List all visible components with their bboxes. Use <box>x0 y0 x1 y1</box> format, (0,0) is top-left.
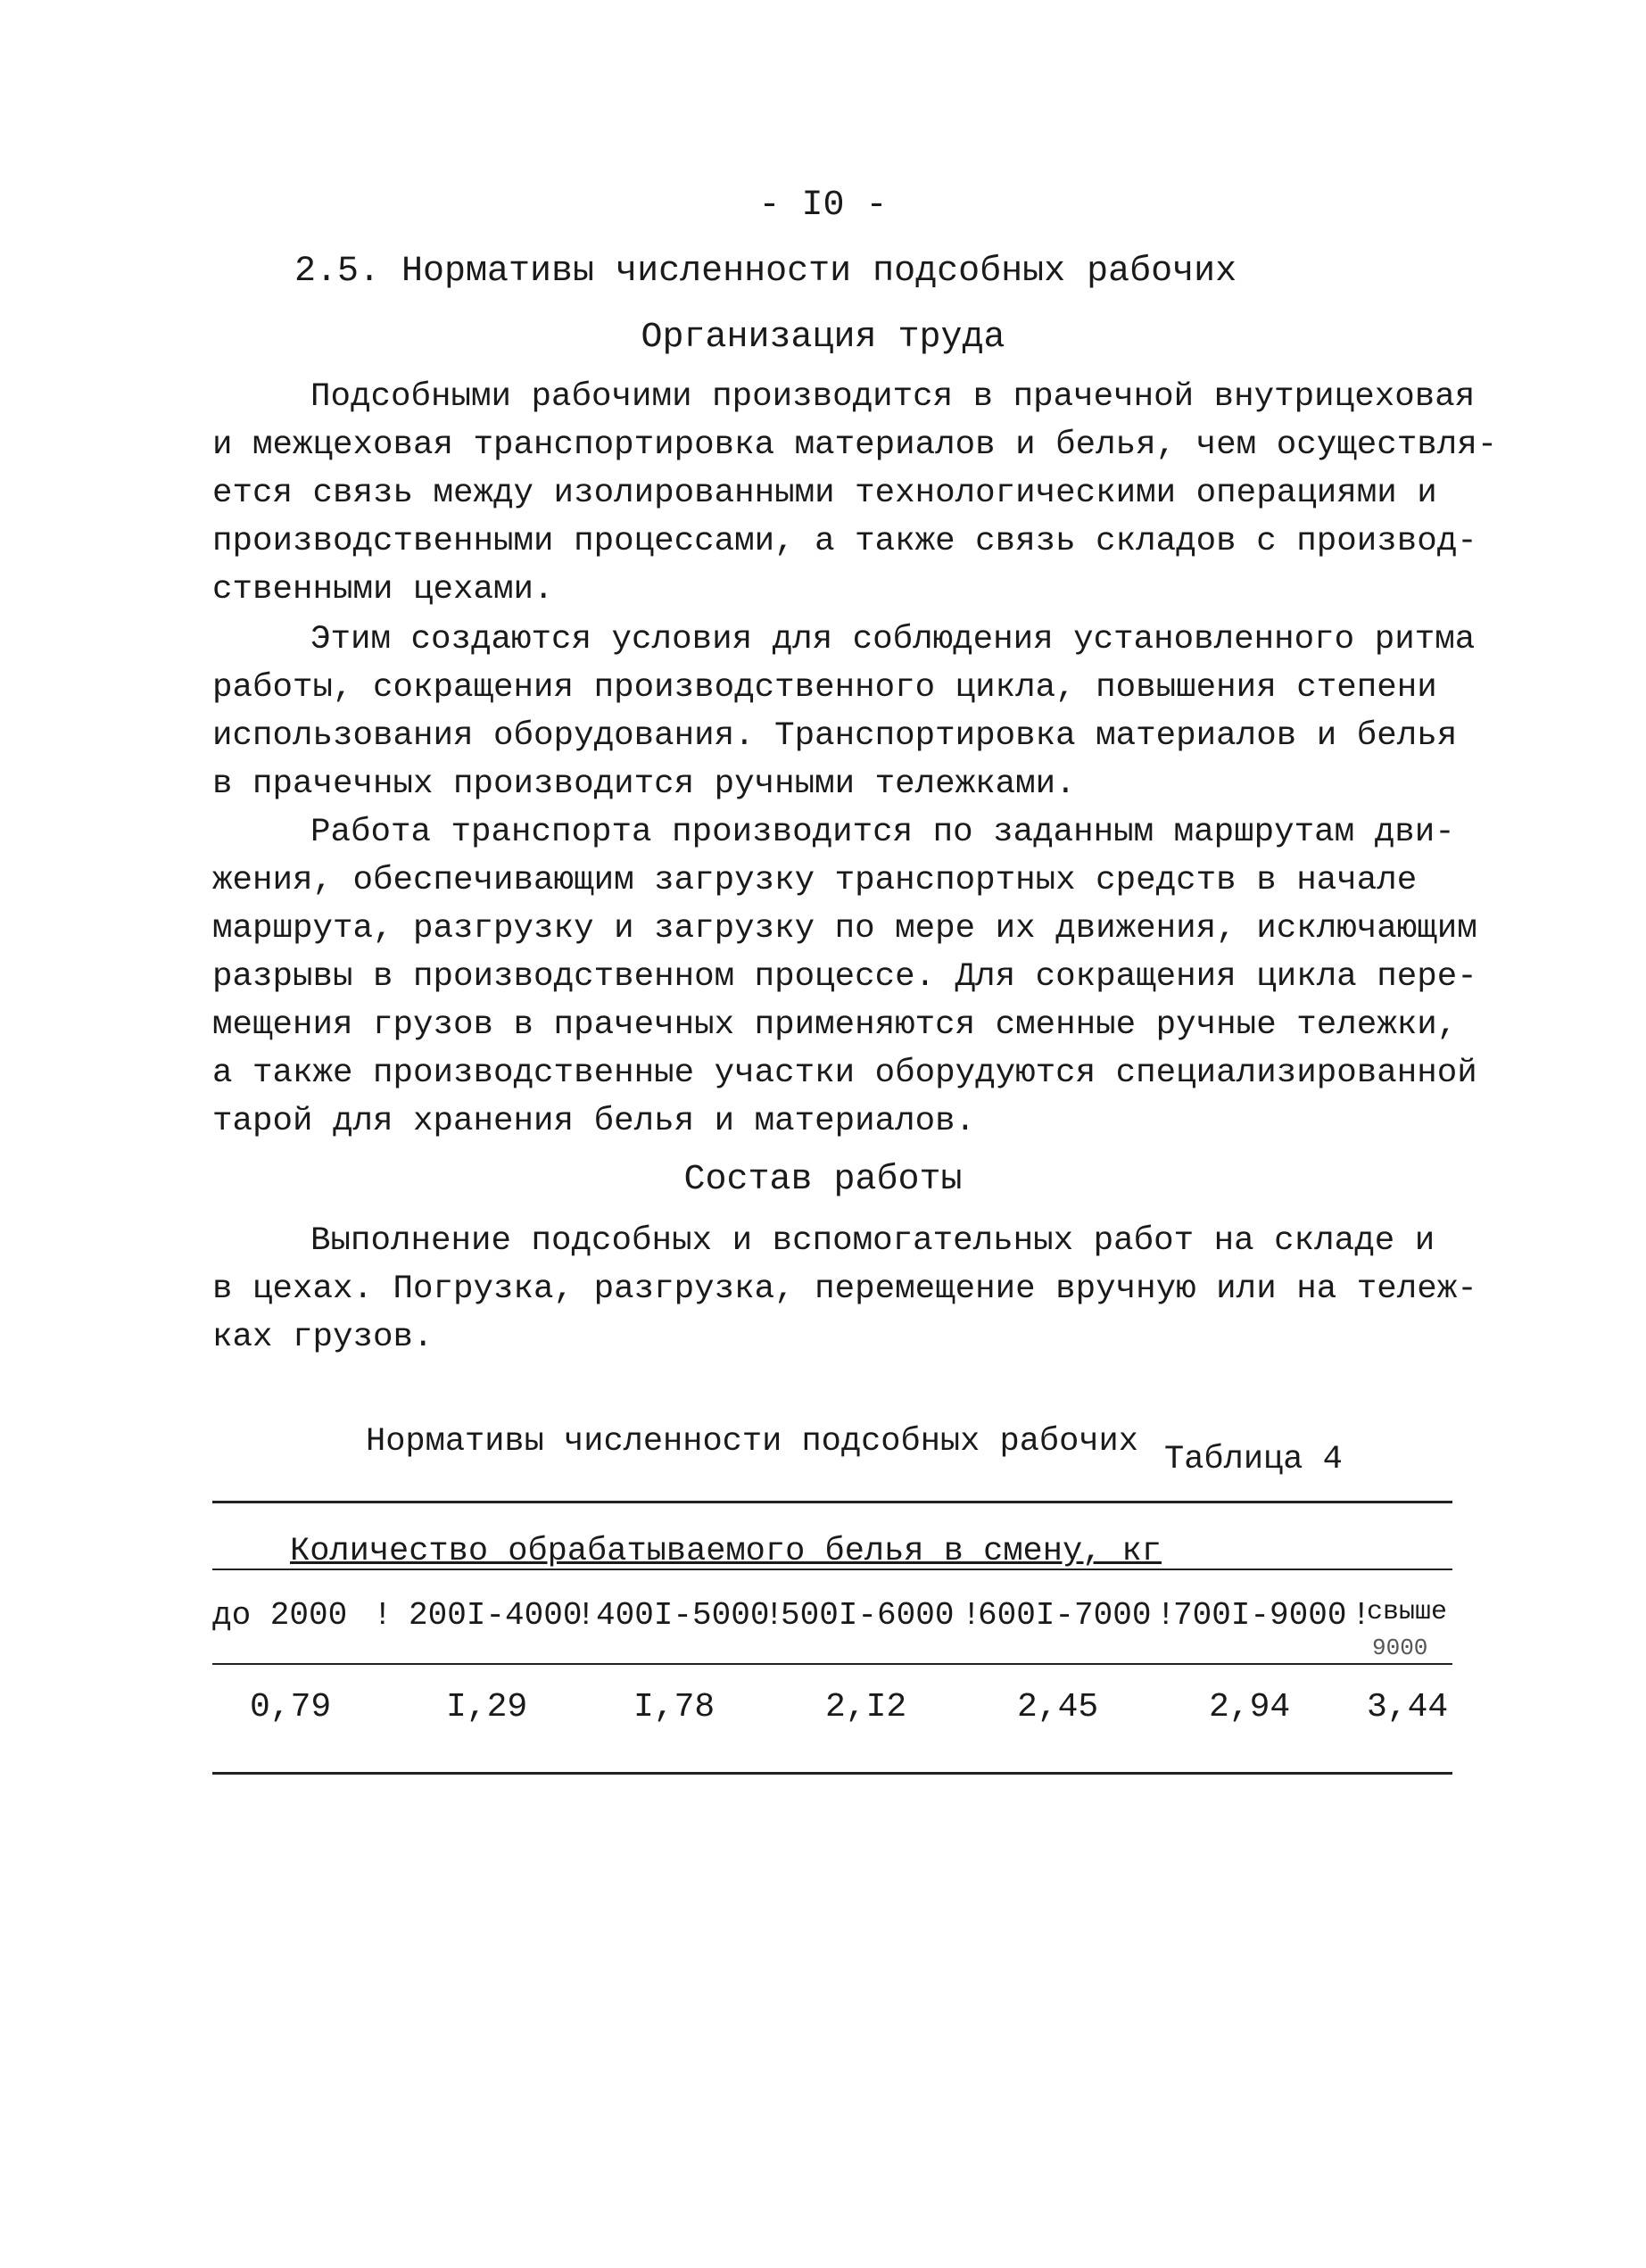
table-cell: 2,45 <box>1017 1688 1099 1726</box>
table-bottom-rule <box>212 1772 1452 1775</box>
column-separator: ! <box>962 1597 981 1634</box>
paragraph-organization-3 <box>212 808 1477 1146</box>
table-cell: 0,79 <box>250 1688 332 1726</box>
text-line: использования оборудования. Транспортировка материалов и белья <box>212 717 1458 755</box>
table-cell: 3,44 <box>1367 1688 1449 1726</box>
table-top-rule <box>212 1501 1452 1503</box>
table-column-header: 700I-9000 <box>1173 1597 1347 1634</box>
text-line: мещения грузов в прачечных применяются сменные ручные тележки, <box>212 1006 1458 1044</box>
text-line: ственными цехами. <box>212 571 554 608</box>
heading-work-composition: Состав работы <box>683 1160 963 1200</box>
text-line: в прачечных производится ручными тележками. <box>212 766 1076 803</box>
text-line: Выполнение подсобных и вспомогательных работ на складе и <box>310 1222 1435 1260</box>
text-line: ется связь между изолированными технологическими операциями и <box>212 475 1437 512</box>
table-column-header: 200I-4000 <box>409 1597 583 1634</box>
heading-organization: Организация труда <box>641 318 1005 358</box>
text-line: тарой для хранения белья и материалов. <box>212 1103 976 1140</box>
table-header-rule <box>212 1569 1452 1570</box>
column-separator: ! <box>373 1597 393 1634</box>
table-column-header: 400I-5000 <box>596 1597 770 1634</box>
text-line: Подсобными рабочими производится в прачечной внутрицеховая <box>310 378 1476 416</box>
text-line: Работа транспорта производится по заданным маршрутам дви- <box>310 814 1455 851</box>
paragraph-work <box>212 1217 1477 1362</box>
text-line: маршрута, разгрузку и загрузку по мере их движения, исключающим <box>212 910 1477 948</box>
table-column-header: 500I-6000 <box>781 1597 955 1634</box>
table-column-header: до 2000 <box>212 1597 348 1634</box>
table-cell: 2,94 <box>1209 1688 1291 1726</box>
table-cell: I,29 <box>446 1688 528 1726</box>
text-line: а также производственные участки оборудуются специализированной <box>212 1055 1477 1092</box>
column-separator: ! <box>576 1597 596 1634</box>
table-cell: 2,I2 <box>825 1688 907 1726</box>
text-line: ках грузов. <box>212 1319 434 1356</box>
table-cell: I,78 <box>633 1688 715 1726</box>
table-subheader-rule <box>212 1663 1452 1665</box>
text-line: разрывы в производственном процессе. Для сокращения цикла пере- <box>212 958 1477 996</box>
text-line: жения, обеспечивающим загрузку транспортных средств в начале <box>212 862 1418 899</box>
text-line: в цехах. Погрузка, разгрузка, перемещение вручную или на тележ- <box>212 1271 1477 1308</box>
section-title: 2.5. Нормативы численности подсобных рабочих <box>294 252 1237 292</box>
table-column-header: 600I-7000 <box>978 1597 1152 1634</box>
table-column-header-continuation: 9000 <box>1372 1635 1428 1661</box>
column-separator: ! <box>765 1597 784 1634</box>
table-label: Таблица 4 <box>1164 1441 1343 1478</box>
page-number: - I0 - <box>758 186 888 226</box>
table-column-header: свыше <box>1367 1597 1448 1627</box>
text-line: Этим создаются условия для соблюдения установленного ритма <box>310 621 1476 658</box>
text-line: работы, сокращения производственного цикла, повышения степени <box>212 669 1437 707</box>
text-line: производственными процессами, а также связь складов с производ- <box>212 523 1477 560</box>
column-separator: ! <box>1352 1597 1371 1634</box>
text-line: и межцеховая транспортировка материалов и белья, чем осуществля- <box>212 426 1498 464</box>
paragraph-organization-1 <box>212 373 1498 614</box>
column-separator: ! <box>1156 1597 1176 1634</box>
table-caption: Нормативы численности подсобных рабочих <box>366 1423 1138 1461</box>
table-group-header: Количество обрабатываемого белья в смену, кг <box>290 1533 1162 1570</box>
paragraph-organization-2 <box>212 616 1476 808</box>
